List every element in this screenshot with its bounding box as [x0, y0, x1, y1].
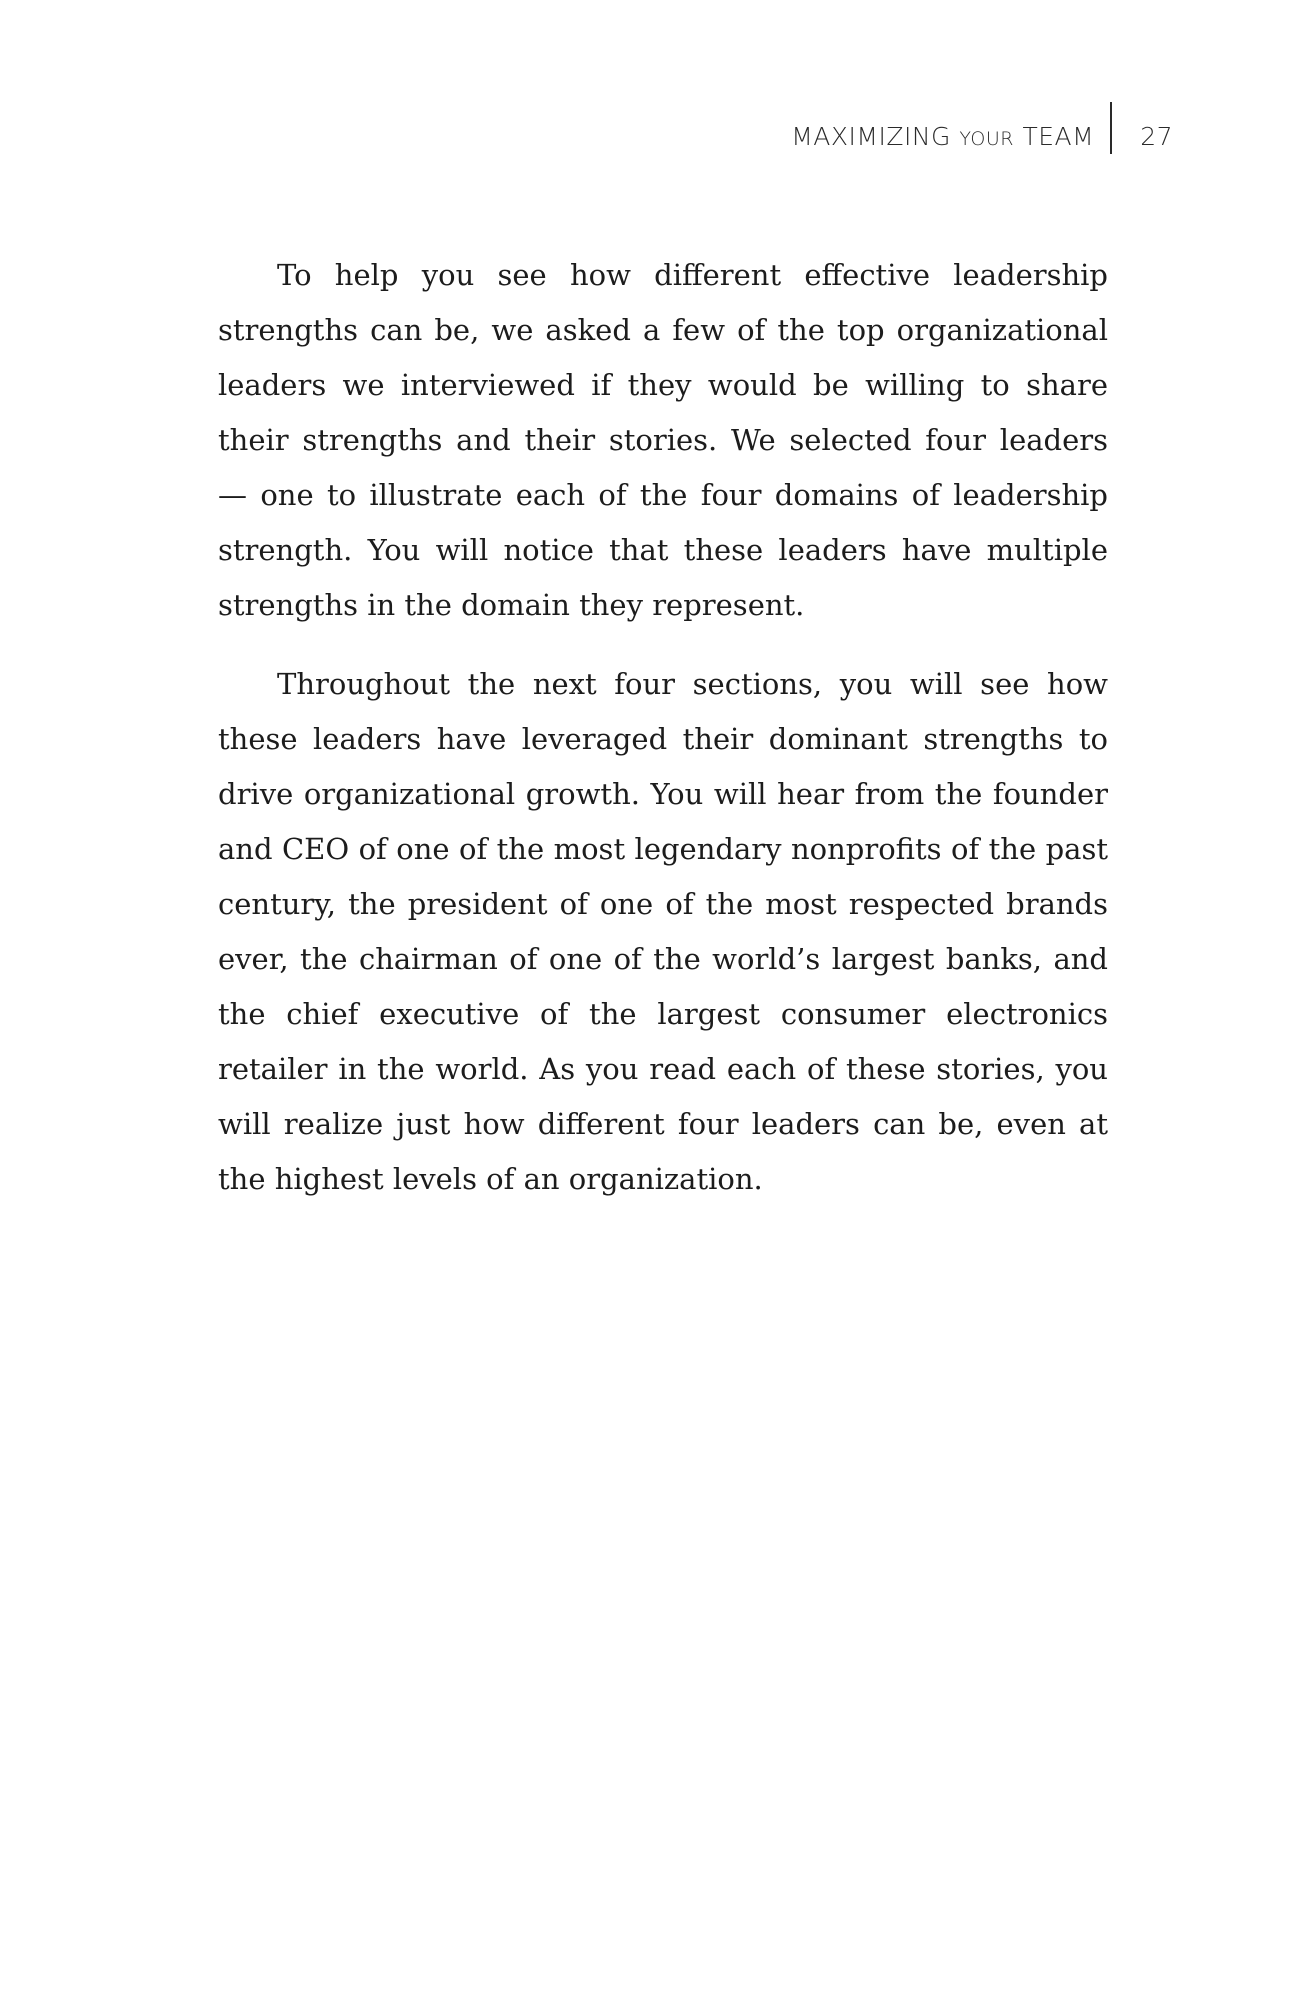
paragraph-1: To help you see how different effective leadership strengths can be, we asked a few of the top organizational leaders we interviewed if they would be willing to share their strengths and their stories. We selected four leaders — one to illustrate each of the four domains of leadership strength. You will notice that these leaders have multiple strengths in the domain they represent. — [218, 258, 1108, 622]
header-title-small-caps: YOUR — [959, 127, 1014, 150]
header-divider — [1110, 102, 1112, 154]
running-header — [791, 112, 1173, 160]
page-number: 27 — [1140, 121, 1173, 151]
body-text — [218, 248, 1108, 1231]
header-title-part-1: MAXIMIZING — [791, 121, 960, 151]
header-title-part-2: TEAM — [1014, 121, 1095, 151]
paragraph-2: Throughout the next four sections, you will see how these leaders have leveraged their dominant strengths to drive organizational growth. You will hear from the founder and CEO of one of the most legendary nonprofits of the past century, the president of one of the most respected brands ever, the chairman of one of the world’s largest banks, and the chief executive of the largest consumer electronics retailer in the world. As you read each of these stories, you will realize just how different four leaders can be, even at the highest levels of an organization. — [218, 667, 1108, 1196]
running-header-title — [791, 122, 1094, 151]
